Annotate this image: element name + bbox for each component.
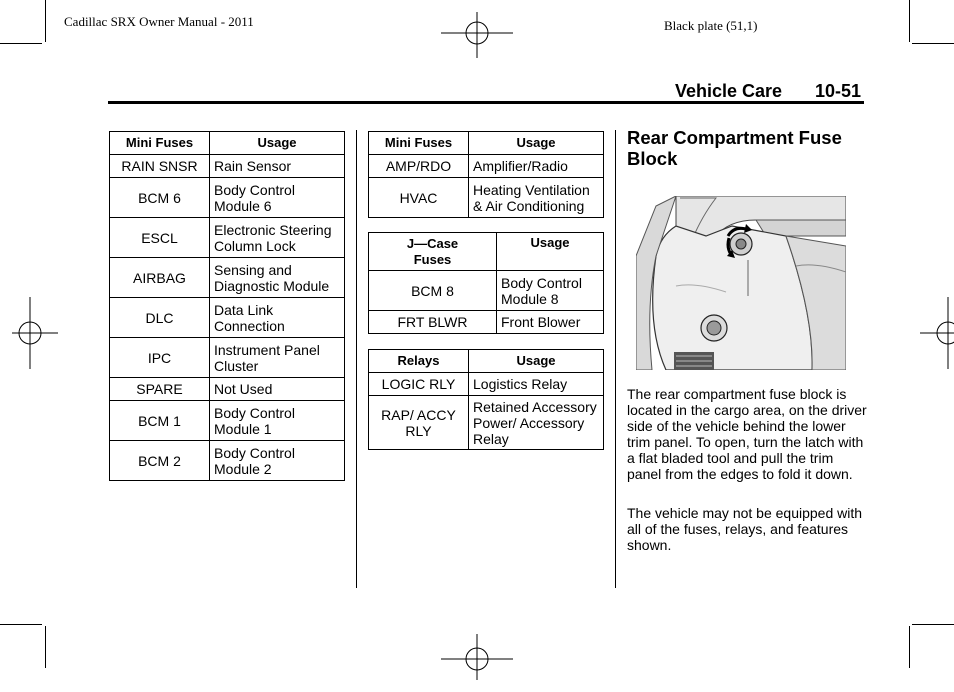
table-header-row (369, 132, 604, 155)
column-divider (615, 130, 616, 588)
section-heading: Rear Compartment Fuse Block (627, 127, 842, 169)
table-header-row (110, 132, 345, 155)
fuse-name: SPARE (110, 378, 210, 401)
crop-mark (909, 626, 910, 668)
fuse-name: BCM 6 (110, 178, 210, 218)
fuse-usage: Body Control Module 1 (210, 401, 345, 441)
print-info-right: Black plate (51,1) (664, 18, 758, 33)
crop-mark (912, 43, 954, 44)
fuse-usage: Rain Sensor (210, 155, 345, 178)
relay-usage: Retained Accessory Power/ Accessory Relay (469, 396, 604, 450)
table-header-row (369, 233, 604, 271)
registration-mark (441, 0, 513, 72)
table-row (369, 311, 604, 334)
registration-mark (0, 297, 72, 369)
column-divider (356, 130, 357, 588)
table-row (369, 178, 604, 218)
table-row (369, 155, 604, 178)
fuse-name: BCM 1 (110, 401, 210, 441)
column-header: Mini Fuses (369, 132, 469, 155)
fuse-usage: Sensing and Diagnostic Module (210, 258, 345, 298)
fuse-table-j-case-fuses (368, 232, 604, 334)
crop-mark (45, 0, 46, 42)
print-info-left: Cadillac SRX Owner Manual - 2011 (64, 14, 254, 29)
fuse-name: DLC (110, 298, 210, 338)
table-row (110, 218, 345, 258)
registration-mark (906, 297, 954, 369)
fuse-name: BCM 8 (369, 271, 497, 311)
column-header: Mini Fuses (110, 132, 210, 155)
relay-name: LOGIC RLY (369, 373, 469, 396)
table-header-row (369, 350, 604, 373)
column-header: J—Case Fuses (369, 233, 497, 271)
fuse-name: BCM 2 (110, 441, 210, 481)
table-row (110, 401, 345, 441)
section-title: Vehicle Care (675, 81, 783, 101)
body-paragraph: The vehicle may not be equipped with all of the fuses, relays, and features shown. (627, 505, 863, 553)
table-row (110, 155, 345, 178)
fuse-name: HVAC (369, 178, 469, 218)
crop-mark (45, 626, 46, 668)
fuse-name: RAIN SNSR (110, 155, 210, 178)
fuse-name: IPC (110, 338, 210, 378)
crop-mark (0, 43, 42, 44)
crop-mark (912, 624, 954, 625)
fuse-usage: Front Blower (497, 311, 604, 334)
column-header: Usage (469, 132, 604, 155)
fuse-usage: Heating Ventilation & Air Conditioning (469, 178, 604, 218)
page-number: 10-51 (815, 81, 862, 101)
table-row (110, 338, 345, 378)
fuse-name: FRT BLWR (369, 311, 497, 334)
fuse-usage: Body Control Module 6 (210, 178, 345, 218)
relay-name: RAP/ ACCY RLY (369, 396, 469, 450)
fuse-name: AMP/RDO (369, 155, 469, 178)
table-row (110, 258, 345, 298)
column-header: Usage (210, 132, 345, 155)
table-row (110, 441, 345, 481)
table-row (369, 396, 604, 450)
column-header: Relays (369, 350, 469, 373)
fuse-usage: Instrument Panel Cluster (210, 338, 345, 378)
fuse-table-mini-fuses-2 (368, 131, 604, 218)
table-row (369, 271, 604, 311)
registration-mark (441, 620, 513, 692)
fuse-usage: Electronic Steering Column Lock (210, 218, 345, 258)
crop-mark (909, 0, 910, 42)
fuse-table-mini-fuses-1 (109, 131, 345, 481)
table-row (369, 373, 604, 396)
column-header: Usage (469, 350, 604, 373)
fuse-usage: Body Control Module 2 (210, 441, 345, 481)
fuse-usage: Not Used (210, 378, 345, 401)
fuse-usage: Data Link Connection (210, 298, 345, 338)
fuse-usage: Amplifier/Radio (469, 155, 604, 178)
header-rule (108, 101, 864, 104)
crop-mark (0, 624, 42, 625)
column-header: Usage (497, 233, 604, 271)
table-row (110, 298, 345, 338)
relay-usage: Logistics Relay (469, 373, 604, 396)
table-row (110, 178, 345, 218)
fuse-name: ESCL (110, 218, 210, 258)
table-row (110, 378, 345, 401)
fuse-usage: Body Control Module 8 (497, 271, 604, 311)
fuse-name: AIRBAG (110, 258, 210, 298)
relay-table (368, 349, 604, 450)
cargo-fuse-panel-illustration (636, 196, 846, 370)
body-paragraph: The rear compartment fuse block is located in the cargo area, on the driver side of the vehicle behind the lower trim panel. To open, turn the latch with a flat bladed tool and pull the trim panel from the edges to fold it down. (627, 386, 867, 482)
